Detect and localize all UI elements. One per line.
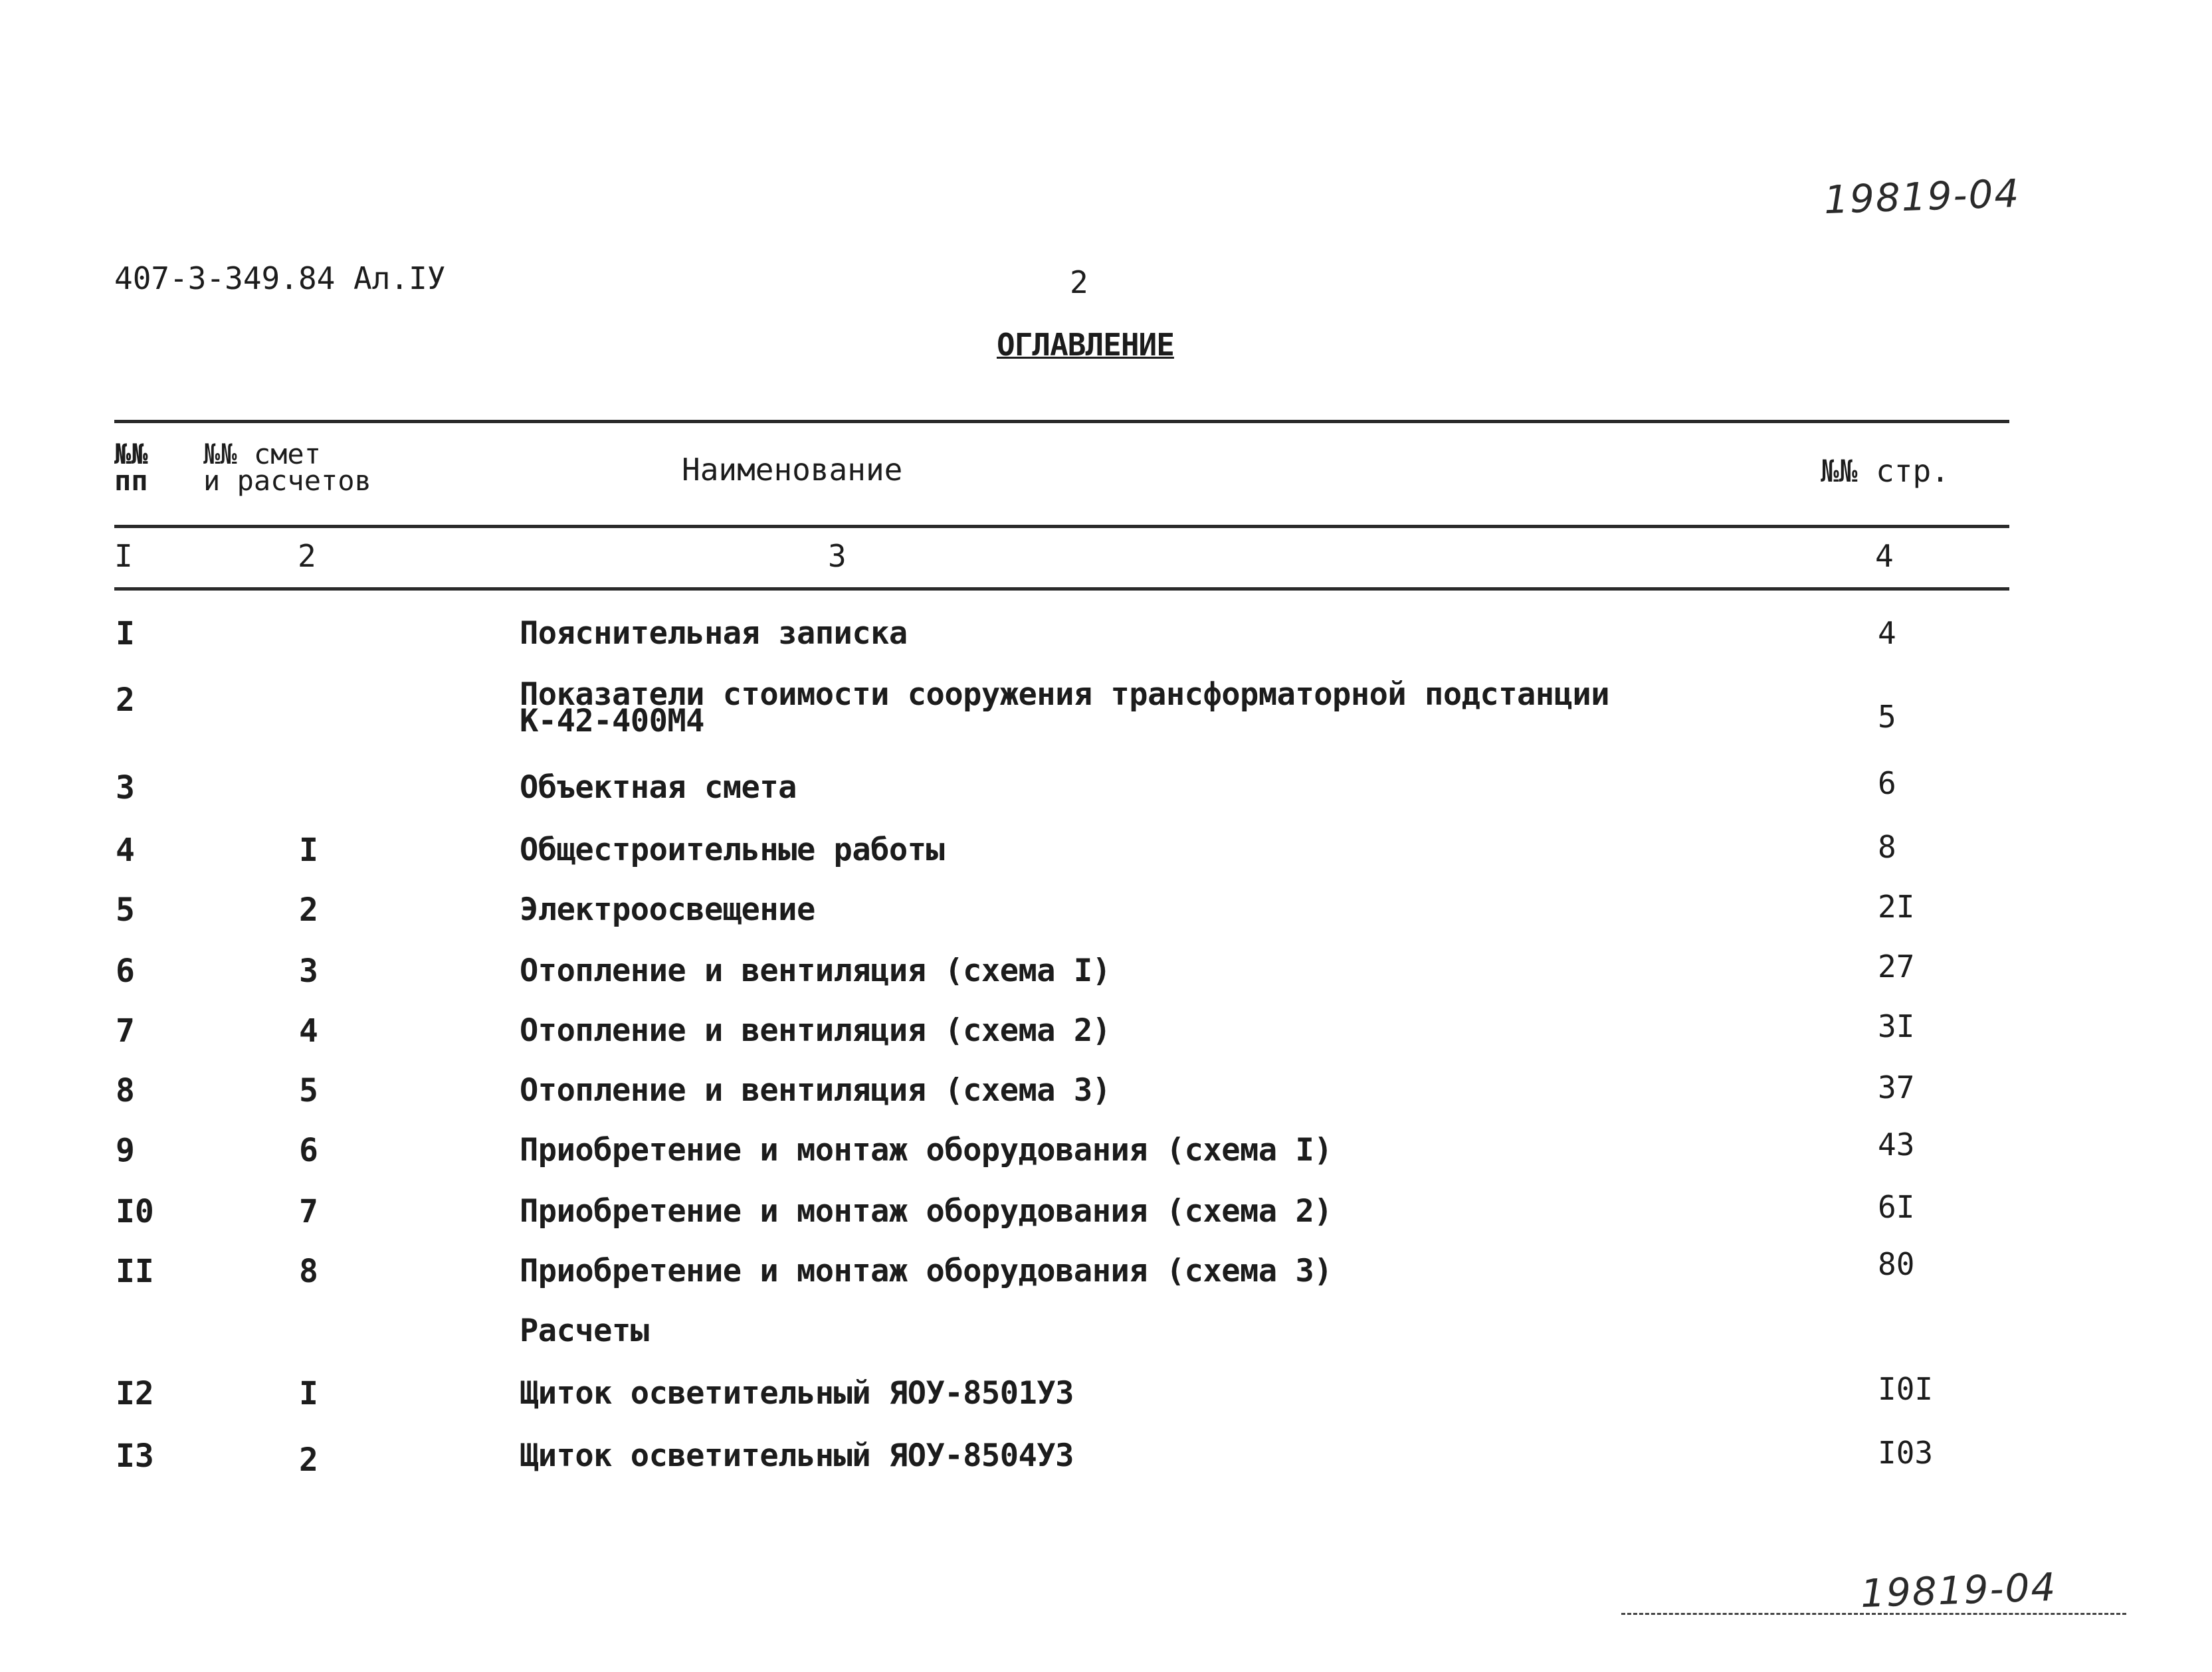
column-header-line: пп	[114, 464, 148, 497]
row-name: Щиток осветительный ЯОУ-8501УЗ	[520, 1375, 1074, 1412]
row-name-line: К-42-400М4	[520, 703, 704, 739]
row-page: 2I	[1878, 889, 1915, 925]
row-number: I2	[116, 1375, 154, 1412]
document-title: ОГЛАВЛЕНИЕ	[997, 327, 1174, 363]
column-header-name: Наименование	[682, 452, 903, 488]
row-estimate: I	[299, 832, 318, 869]
row-name: Электроосвещение	[520, 891, 815, 928]
row-number: I3	[116, 1438, 154, 1475]
column-header-line: №№	[114, 438, 148, 470]
row-estimate: 5	[299, 1072, 318, 1109]
column-number: 4	[1875, 538, 1894, 574]
row-number: I0	[116, 1193, 154, 1230]
row-estimate: 8	[299, 1253, 318, 1290]
table-header-rule	[114, 525, 2009, 528]
row-number: 3	[116, 769, 135, 806]
document-code: 407-3-349.84 Ал.IУ	[114, 260, 446, 296]
row-page: 80	[1878, 1246, 1915, 1282]
row-page: 8	[1878, 829, 1896, 865]
row-number: 5	[116, 891, 135, 929]
row-name: Щиток осветительный ЯОУ-8504УЗ	[520, 1438, 1074, 1474]
row-estimate: 7	[299, 1193, 318, 1230]
section-heading: Расчеты	[520, 1313, 649, 1349]
row-number: II	[116, 1253, 154, 1290]
page-number: 2	[1070, 264, 1088, 300]
row-page: 6I	[1878, 1189, 1915, 1225]
stamp-underline	[1621, 1613, 2126, 1615]
row-number: 8	[116, 1072, 135, 1109]
row-estimate: 3	[299, 953, 318, 990]
row-name	[520, 676, 1609, 739]
row-name: Приобретение и монтаж оборудования (схема I)	[520, 1132, 1333, 1168]
column-header-line: №№ смет	[203, 438, 322, 470]
row-name: Общестроительные работы	[520, 832, 945, 868]
row-name-line: Показатели стоимости сооружения трансформаторной подстанции	[520, 676, 1609, 713]
row-name: Отопление и вентиляция (схема 3)	[520, 1072, 1111, 1109]
row-page: 5	[1878, 699, 1896, 735]
row-name: Пояснительная записка	[520, 615, 908, 652]
row-estimate: I	[299, 1375, 318, 1412]
inventory-stamp-top: 19819-04	[1823, 170, 2021, 223]
column-header-line: и расчетов	[203, 464, 371, 497]
row-number: 7	[116, 1012, 135, 1050]
row-name: Приобретение и монтаж оборудования (схема 2)	[520, 1193, 1333, 1230]
row-number: I	[116, 615, 135, 652]
column-number: 3	[828, 538, 847, 574]
row-page: 27	[1878, 949, 1915, 984]
column-header-page: №№ стр.	[1821, 453, 1950, 489]
row-name: Отопление и вентиляция (схема I)	[520, 953, 1111, 989]
row-name: Отопление и вентиляция (схема 2)	[520, 1012, 1111, 1049]
column-number: I	[114, 538, 133, 574]
row-number: 9	[116, 1132, 135, 1169]
row-page: 6	[1878, 765, 1896, 801]
row-page: 3I	[1878, 1008, 1915, 1044]
column-number: 2	[298, 538, 316, 574]
table-numbering-rule	[114, 587, 2009, 591]
row-estimate: 2	[299, 1441, 318, 1479]
inventory-stamp-bottom: 19819-04	[1859, 1564, 2058, 1617]
row-estimate: 6	[299, 1132, 318, 1169]
column-header-estimate-number	[203, 438, 371, 497]
row-name: Объектная смета	[520, 769, 797, 806]
row-estimate: 2	[299, 891, 318, 929]
row-estimate: 4	[299, 1012, 318, 1050]
row-page: I0I	[1878, 1371, 1934, 1407]
column-header-item-number	[114, 438, 148, 497]
row-number: 4	[116, 832, 135, 869]
row-page: 4	[1878, 615, 1896, 651]
row-page: 43	[1878, 1127, 1915, 1162]
row-page: 37	[1878, 1069, 1915, 1105]
row-name: Приобретение и монтаж оборудования (схема 3)	[520, 1253, 1333, 1289]
row-page: I03	[1878, 1435, 1934, 1471]
row-number: 2	[116, 682, 135, 719]
table-top-rule	[114, 420, 2009, 423]
row-number: 6	[116, 953, 135, 990]
